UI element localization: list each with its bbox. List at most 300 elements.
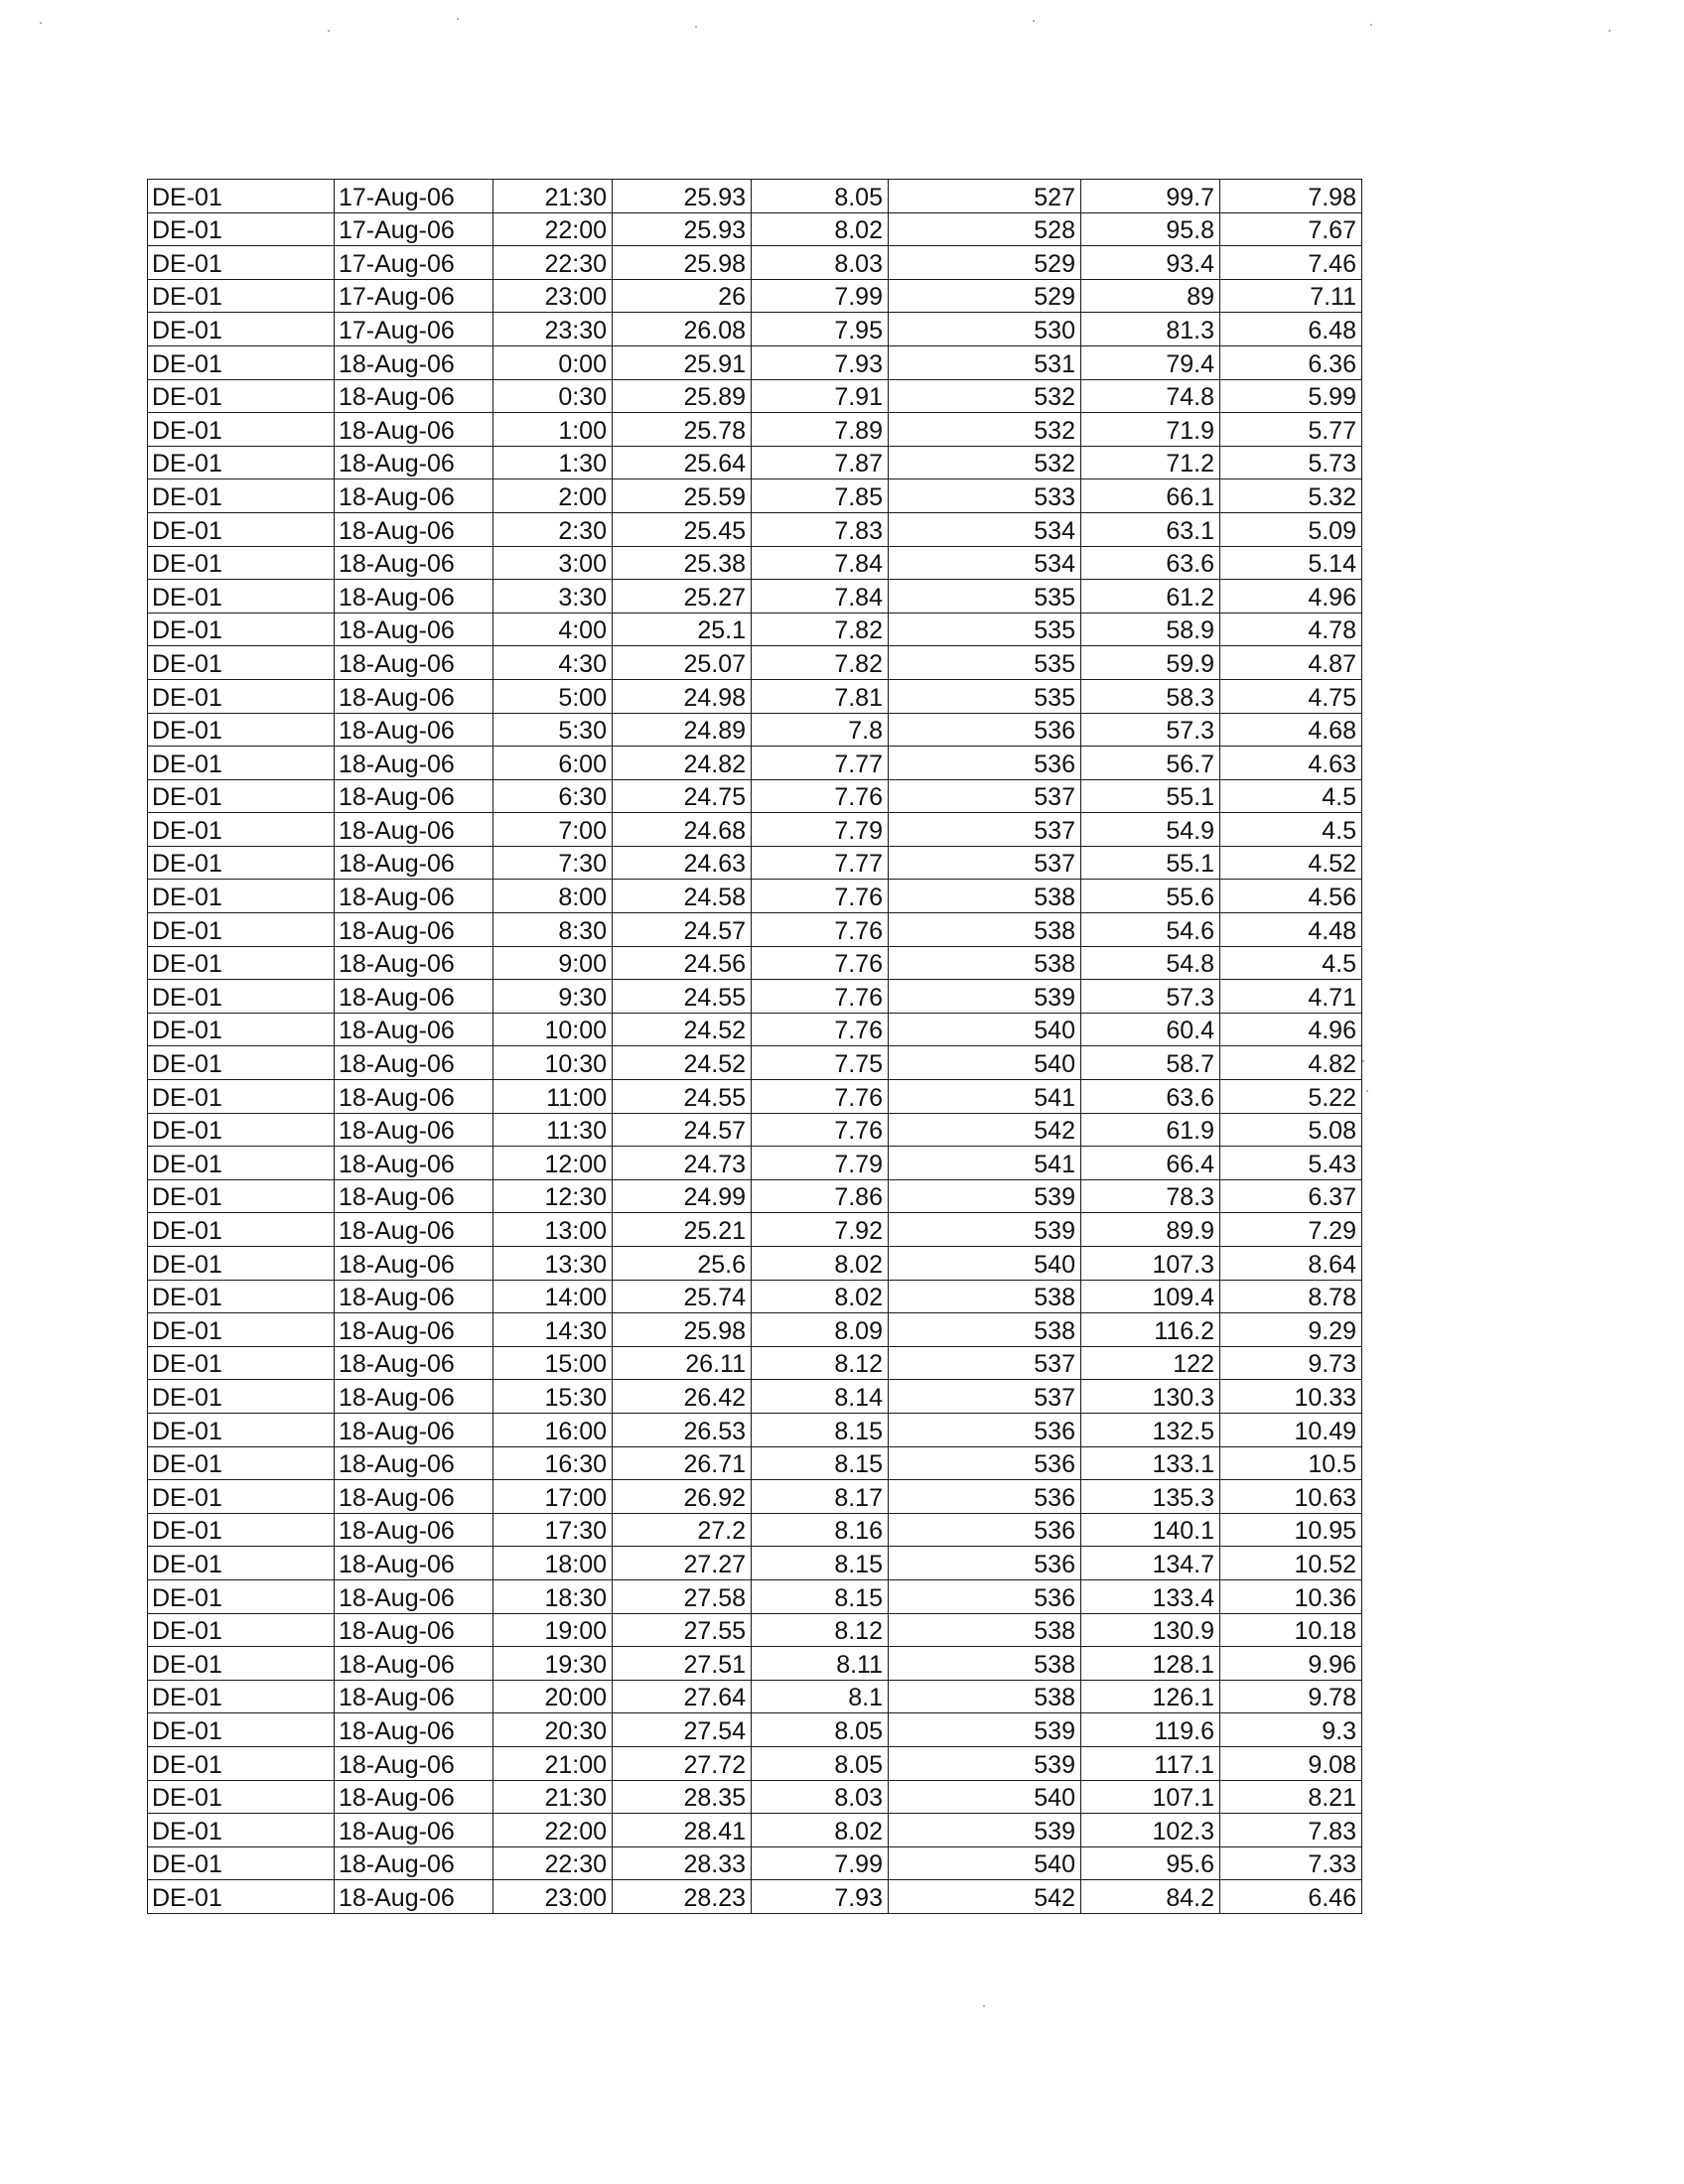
table-row — [148, 1780, 1362, 1814]
time-cell: 9:30 — [493, 980, 613, 1014]
value-cell: 55.6 — [1081, 880, 1220, 913]
value-cell: 25.93 — [613, 212, 752, 246]
date-cell: 18-Aug-06 — [335, 1247, 493, 1281]
value-cell: 130.9 — [1081, 1613, 1220, 1647]
value-cell: 24.99 — [613, 1179, 752, 1213]
date-cell: 18-Aug-06 — [335, 846, 493, 880]
value-cell: 140.1 — [1081, 1513, 1220, 1547]
station-cell: DE-01 — [148, 1179, 335, 1213]
date-cell: 18-Aug-06 — [335, 1613, 493, 1647]
value-cell: 537 — [889, 1380, 1081, 1414]
value-cell: 24.75 — [613, 779, 752, 813]
value-cell: 532 — [889, 446, 1081, 479]
value-cell: 5.32 — [1220, 479, 1362, 513]
value-cell: 5.77 — [1220, 413, 1362, 447]
value-cell: 7.67 — [1220, 212, 1362, 246]
value-cell: 535 — [889, 580, 1081, 614]
date-cell: 18-Aug-06 — [335, 913, 493, 947]
time-cell: 15:30 — [493, 1380, 613, 1414]
time-cell: 14:00 — [493, 1280, 613, 1313]
table-row — [148, 1213, 1362, 1247]
value-cell: 535 — [889, 646, 1081, 680]
time-cell: 22:30 — [493, 1846, 613, 1880]
value-cell: 57.3 — [1081, 980, 1220, 1014]
value-cell: 8.02 — [752, 212, 889, 246]
station-cell: DE-01 — [148, 1080, 335, 1114]
value-cell: 10.36 — [1220, 1579, 1362, 1613]
station-cell: DE-01 — [148, 980, 335, 1014]
value-cell: 7.81 — [752, 679, 889, 713]
scan-speck — [1033, 20, 1035, 22]
value-cell: 24.52 — [613, 1013, 752, 1046]
value-cell: 8.15 — [752, 1446, 889, 1480]
station-cell: DE-01 — [148, 1247, 335, 1281]
value-cell: 7.76 — [752, 880, 889, 913]
value-cell: 8.15 — [752, 1413, 889, 1446]
value-cell: 539 — [889, 1213, 1081, 1247]
date-cell: 18-Aug-06 — [335, 446, 493, 479]
value-cell: 24.82 — [613, 747, 752, 780]
value-cell: 4.68 — [1220, 713, 1362, 747]
time-cell: 22:30 — [493, 246, 613, 280]
time-cell: 5:30 — [493, 713, 613, 747]
table-row — [148, 1846, 1362, 1880]
date-cell: 18-Aug-06 — [335, 1579, 493, 1613]
scan-speck — [1370, 24, 1372, 26]
value-cell: 25.93 — [613, 180, 752, 213]
date-cell: 18-Aug-06 — [335, 1480, 493, 1514]
value-cell: 4.87 — [1220, 646, 1362, 680]
station-cell: DE-01 — [148, 479, 335, 513]
time-cell: 16:30 — [493, 1446, 613, 1480]
station-cell: DE-01 — [148, 246, 335, 280]
value-cell: 7.82 — [752, 646, 889, 680]
table-row — [148, 212, 1362, 246]
station-cell: DE-01 — [148, 413, 335, 447]
date-cell: 18-Aug-06 — [335, 512, 493, 546]
value-cell: 28.33 — [613, 1846, 752, 1880]
time-cell: 23:30 — [493, 313, 613, 346]
value-cell: 26 — [613, 279, 752, 313]
table-row — [148, 1814, 1362, 1847]
value-cell: 536 — [889, 1446, 1081, 1480]
date-cell: 18-Aug-06 — [335, 1880, 493, 1914]
value-cell: 539 — [889, 1179, 1081, 1213]
value-cell: 10.18 — [1220, 1613, 1362, 1647]
value-cell: 537 — [889, 846, 1081, 880]
value-cell: 95.8 — [1081, 212, 1220, 246]
value-cell: 10.33 — [1220, 1380, 1362, 1414]
date-cell: 18-Aug-06 — [335, 546, 493, 580]
value-cell: 540 — [889, 1247, 1081, 1281]
value-cell: 24.63 — [613, 846, 752, 880]
time-cell: 21:00 — [493, 1746, 613, 1780]
value-cell: 7.98 — [1220, 180, 1362, 213]
table-row — [148, 580, 1362, 614]
station-cell: DE-01 — [148, 1846, 335, 1880]
value-cell: 538 — [889, 1680, 1081, 1713]
value-cell: 538 — [889, 1647, 1081, 1681]
value-cell: 7.76 — [752, 946, 889, 980]
time-cell: 8:30 — [493, 913, 613, 947]
value-cell: 8.78 — [1220, 1280, 1362, 1313]
station-cell: DE-01 — [148, 679, 335, 713]
table-row — [148, 713, 1362, 747]
station-cell: DE-01 — [148, 1513, 335, 1547]
value-cell: 58.7 — [1081, 1046, 1220, 1080]
value-cell: 5.22 — [1220, 1080, 1362, 1114]
value-cell: 66.4 — [1081, 1147, 1220, 1180]
value-cell: 7.79 — [752, 1147, 889, 1180]
value-cell: 5.14 — [1220, 546, 1362, 580]
value-cell: 541 — [889, 1147, 1081, 1180]
value-cell: 28.23 — [613, 1880, 752, 1914]
date-cell: 18-Aug-06 — [335, 980, 493, 1014]
station-cell: DE-01 — [148, 1814, 335, 1847]
time-cell: 2:00 — [493, 479, 613, 513]
station-cell: DE-01 — [148, 713, 335, 747]
table-row — [148, 1313, 1362, 1347]
time-cell: 10:00 — [493, 1013, 613, 1046]
value-cell: 4.5 — [1220, 813, 1362, 847]
date-cell: 18-Aug-06 — [335, 1313, 493, 1347]
value-cell: 7.83 — [752, 512, 889, 546]
value-cell: 25.91 — [613, 345, 752, 379]
table-row — [148, 846, 1362, 880]
value-cell: 7.91 — [752, 379, 889, 413]
value-cell: 8.12 — [752, 1346, 889, 1380]
station-cell: DE-01 — [148, 1013, 335, 1046]
station-cell: DE-01 — [148, 279, 335, 313]
value-cell: 4.5 — [1220, 946, 1362, 980]
value-cell: 84.2 — [1081, 1880, 1220, 1914]
value-cell: 60.4 — [1081, 1013, 1220, 1046]
value-cell: 24.55 — [613, 1080, 752, 1114]
station-cell: DE-01 — [148, 613, 335, 646]
time-cell: 16:00 — [493, 1413, 613, 1446]
value-cell: 8.64 — [1220, 1247, 1362, 1281]
date-cell: 18-Aug-06 — [335, 1147, 493, 1180]
value-cell: 529 — [889, 279, 1081, 313]
value-cell: 7.79 — [752, 813, 889, 847]
value-cell: 63.6 — [1081, 1080, 1220, 1114]
value-cell: 529 — [889, 246, 1081, 280]
time-cell: 7:30 — [493, 846, 613, 880]
table-row — [148, 779, 1362, 813]
time-cell: 13:30 — [493, 1247, 613, 1281]
date-cell: 18-Aug-06 — [335, 747, 493, 780]
value-cell: 27.51 — [613, 1647, 752, 1681]
time-cell: 23:00 — [493, 279, 613, 313]
value-cell: 55.1 — [1081, 846, 1220, 880]
time-cell: 13:00 — [493, 1213, 613, 1247]
value-cell: 132.5 — [1081, 1413, 1220, 1446]
date-cell: 18-Aug-06 — [335, 1046, 493, 1080]
value-cell: 25.21 — [613, 1213, 752, 1247]
value-cell: 27.64 — [613, 1680, 752, 1713]
value-cell: 56.7 — [1081, 747, 1220, 780]
time-cell: 7:00 — [493, 813, 613, 847]
table-row — [148, 1680, 1362, 1713]
value-cell: 7.92 — [752, 1213, 889, 1247]
table-row — [148, 1613, 1362, 1647]
value-cell: 536 — [889, 1413, 1081, 1446]
table-row — [148, 1413, 1362, 1446]
station-cell: DE-01 — [148, 1413, 335, 1446]
value-cell: 24.52 — [613, 1046, 752, 1080]
station-cell: DE-01 — [148, 1380, 335, 1414]
value-cell: 10.52 — [1220, 1547, 1362, 1580]
value-cell: 117.1 — [1081, 1746, 1220, 1780]
table-row — [148, 546, 1362, 580]
table-row — [148, 646, 1362, 680]
station-cell: DE-01 — [148, 1480, 335, 1514]
value-cell: 6.36 — [1220, 345, 1362, 379]
table-row — [148, 1247, 1362, 1281]
station-cell: DE-01 — [148, 779, 335, 813]
time-cell: 14:30 — [493, 1313, 613, 1347]
value-cell: 25.45 — [613, 512, 752, 546]
station-cell: DE-01 — [148, 1647, 335, 1681]
value-cell: 28.35 — [613, 1780, 752, 1814]
value-cell: 7.29 — [1220, 1213, 1362, 1247]
value-cell: 25.98 — [613, 1313, 752, 1347]
value-cell: 26.11 — [613, 1346, 752, 1380]
value-cell: 24.73 — [613, 1147, 752, 1180]
table-row — [148, 1380, 1362, 1414]
value-cell: 24.58 — [613, 880, 752, 913]
value-cell: 54.6 — [1081, 913, 1220, 947]
value-cell: 8.16 — [752, 1513, 889, 1547]
value-cell: 537 — [889, 1346, 1081, 1380]
value-cell: 8.03 — [752, 1780, 889, 1814]
time-cell: 0:30 — [493, 379, 613, 413]
table-row — [148, 1446, 1362, 1480]
date-cell: 18-Aug-06 — [335, 1113, 493, 1147]
table-row — [148, 1080, 1362, 1114]
time-cell: 15:00 — [493, 1346, 613, 1380]
time-cell: 5:00 — [493, 679, 613, 713]
value-cell: 8.15 — [752, 1579, 889, 1613]
value-cell: 535 — [889, 613, 1081, 646]
value-cell: 95.6 — [1081, 1846, 1220, 1880]
value-cell: 7.99 — [752, 279, 889, 313]
value-cell: 25.89 — [613, 379, 752, 413]
value-cell: 4.96 — [1220, 580, 1362, 614]
value-cell: 7.77 — [752, 846, 889, 880]
value-cell: 102.3 — [1081, 1814, 1220, 1847]
value-cell: 7.76 — [752, 1113, 889, 1147]
value-cell: 538 — [889, 1280, 1081, 1313]
value-cell: 59.9 — [1081, 646, 1220, 680]
value-cell: 55.1 — [1081, 779, 1220, 813]
station-cell: DE-01 — [148, 546, 335, 580]
time-cell: 18:00 — [493, 1547, 613, 1580]
value-cell: 8.21 — [1220, 1780, 1362, 1814]
date-cell: 17-Aug-06 — [335, 180, 493, 213]
value-cell: 7.76 — [752, 980, 889, 1014]
table-row — [148, 1147, 1362, 1180]
value-cell: 93.4 — [1081, 246, 1220, 280]
value-cell: 61.2 — [1081, 580, 1220, 614]
value-cell: 58.9 — [1081, 613, 1220, 646]
station-cell: DE-01 — [148, 1213, 335, 1247]
value-cell: 54.8 — [1081, 946, 1220, 980]
value-cell: 109.4 — [1081, 1280, 1220, 1313]
table-row — [148, 980, 1362, 1014]
value-cell: 58.3 — [1081, 679, 1220, 713]
station-cell: DE-01 — [148, 212, 335, 246]
value-cell: 539 — [889, 1713, 1081, 1747]
time-cell: 6:00 — [493, 747, 613, 780]
table-row — [148, 1746, 1362, 1780]
value-cell: 25.1 — [613, 613, 752, 646]
table-row — [148, 1647, 1362, 1681]
station-cell: DE-01 — [148, 379, 335, 413]
station-cell: DE-01 — [148, 1713, 335, 1747]
value-cell: 7.8 — [752, 713, 889, 747]
station-cell: DE-01 — [148, 1346, 335, 1380]
value-cell: 4.56 — [1220, 880, 1362, 913]
table-row — [148, 1113, 1362, 1147]
value-cell: 4.82 — [1220, 1046, 1362, 1080]
value-cell: 7.83 — [1220, 1814, 1362, 1847]
value-cell: 24.57 — [613, 913, 752, 947]
time-cell: 1:30 — [493, 446, 613, 479]
station-cell: DE-01 — [148, 1147, 335, 1180]
time-cell: 4:00 — [493, 613, 613, 646]
value-cell: 7.99 — [752, 1846, 889, 1880]
time-cell: 19:30 — [493, 1647, 613, 1681]
value-cell: 7.82 — [752, 613, 889, 646]
scan-speck — [457, 18, 459, 20]
table-row — [148, 1480, 1362, 1514]
table-row — [148, 880, 1362, 913]
value-cell: 535 — [889, 679, 1081, 713]
value-cell: 8.09 — [752, 1313, 889, 1347]
date-cell: 18-Aug-06 — [335, 1380, 493, 1414]
value-cell: 134.7 — [1081, 1547, 1220, 1580]
value-cell: 4.71 — [1220, 980, 1362, 1014]
value-cell: 5.09 — [1220, 512, 1362, 546]
time-cell: 0:00 — [493, 345, 613, 379]
date-cell: 18-Aug-06 — [335, 613, 493, 646]
value-cell: 8.05 — [752, 1713, 889, 1747]
value-cell: 5.99 — [1220, 379, 1362, 413]
value-cell: 8.03 — [752, 246, 889, 280]
station-cell: DE-01 — [148, 1613, 335, 1647]
time-cell: 23:00 — [493, 1880, 613, 1914]
value-cell: 135.3 — [1081, 1480, 1220, 1514]
value-cell: 27.55 — [613, 1613, 752, 1647]
value-cell: 25.6 — [613, 1247, 752, 1281]
value-cell: 126.1 — [1081, 1680, 1220, 1713]
table-row — [148, 613, 1362, 646]
value-cell: 57.3 — [1081, 713, 1220, 747]
value-cell: 7.87 — [752, 446, 889, 479]
time-cell: 11:30 — [493, 1113, 613, 1147]
value-cell: 4.96 — [1220, 1013, 1362, 1046]
value-cell: 10.49 — [1220, 1413, 1362, 1446]
time-cell: 4:30 — [493, 646, 613, 680]
value-cell: 116.2 — [1081, 1313, 1220, 1347]
scan-speck — [1366, 1090, 1368, 1092]
value-cell: 4.75 — [1220, 679, 1362, 713]
date-cell: 18-Aug-06 — [335, 1647, 493, 1681]
value-cell: 538 — [889, 1313, 1081, 1347]
date-cell: 18-Aug-06 — [335, 1746, 493, 1780]
value-cell: 71.2 — [1081, 446, 1220, 479]
table-row — [148, 913, 1362, 947]
value-cell: 122 — [1081, 1346, 1220, 1380]
value-cell: 27.2 — [613, 1513, 752, 1547]
value-cell: 130.3 — [1081, 1380, 1220, 1414]
time-cell: 19:00 — [493, 1613, 613, 1647]
value-cell: 4.48 — [1220, 913, 1362, 947]
value-cell: 26.42 — [613, 1380, 752, 1414]
value-cell: 537 — [889, 813, 1081, 847]
value-cell: 8.17 — [752, 1480, 889, 1514]
station-cell: DE-01 — [148, 446, 335, 479]
station-cell: DE-01 — [148, 1746, 335, 1780]
date-cell: 18-Aug-06 — [335, 1446, 493, 1480]
value-cell: 532 — [889, 379, 1081, 413]
value-cell: 7.84 — [752, 580, 889, 614]
value-cell: 9.08 — [1220, 1746, 1362, 1780]
date-cell: 18-Aug-06 — [335, 813, 493, 847]
time-cell: 12:00 — [493, 1147, 613, 1180]
value-cell: 536 — [889, 713, 1081, 747]
value-cell: 536 — [889, 1513, 1081, 1547]
station-cell: DE-01 — [148, 1880, 335, 1914]
table-row — [148, 1713, 1362, 1747]
station-cell: DE-01 — [148, 1579, 335, 1613]
data-table — [147, 179, 1362, 1914]
value-cell: 119.6 — [1081, 1713, 1220, 1747]
date-cell: 17-Aug-06 — [335, 246, 493, 280]
table-row — [148, 313, 1362, 346]
station-cell: DE-01 — [148, 946, 335, 980]
value-cell: 539 — [889, 1746, 1081, 1780]
value-cell: 536 — [889, 747, 1081, 780]
value-cell: 540 — [889, 1013, 1081, 1046]
value-cell: 25.98 — [613, 246, 752, 280]
value-cell: 7.75 — [752, 1046, 889, 1080]
value-cell: 26.53 — [613, 1413, 752, 1446]
value-cell: 66.1 — [1081, 479, 1220, 513]
value-cell: 4.63 — [1220, 747, 1362, 780]
value-cell: 24.55 — [613, 980, 752, 1014]
date-cell: 17-Aug-06 — [335, 212, 493, 246]
value-cell: 61.9 — [1081, 1113, 1220, 1147]
value-cell: 133.1 — [1081, 1446, 1220, 1480]
time-cell: 2:30 — [493, 512, 613, 546]
station-cell: DE-01 — [148, 880, 335, 913]
date-cell: 18-Aug-06 — [335, 580, 493, 614]
value-cell: 7.84 — [752, 546, 889, 580]
value-cell: 25.78 — [613, 413, 752, 447]
time-cell: 3:30 — [493, 580, 613, 614]
value-cell: 4.78 — [1220, 613, 1362, 646]
time-cell: 1:00 — [493, 413, 613, 447]
value-cell: 9.3 — [1220, 1713, 1362, 1747]
value-cell: 78.3 — [1081, 1179, 1220, 1213]
date-cell: 18-Aug-06 — [335, 1280, 493, 1313]
table-row — [148, 379, 1362, 413]
date-cell: 18-Aug-06 — [335, 1713, 493, 1747]
station-cell: DE-01 — [148, 180, 335, 213]
value-cell: 24.89 — [613, 713, 752, 747]
